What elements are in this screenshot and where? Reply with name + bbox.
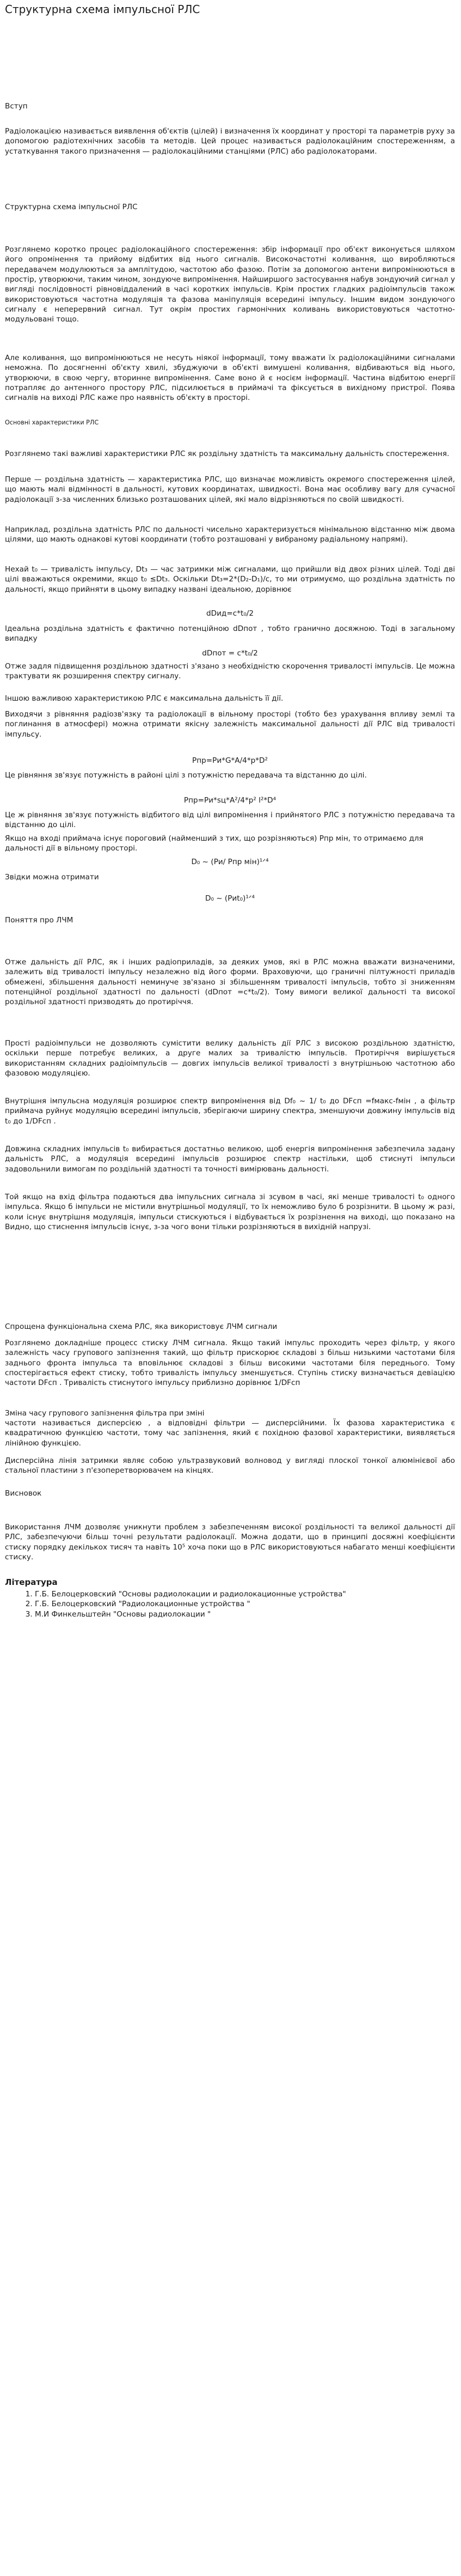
- reference-item: 1. Г.Б. Белоцерковский "Основы радиолокации и радиолокационные устройства": [35, 1589, 455, 1599]
- paragraph-eq-target: Це рівняння зв'язує потужність в районі цілі з потужністю передавача та відстанню до цілі.: [5, 771, 367, 780]
- paragraph-inner-modulation: Внутрішня імпульсна модуляція розширює спектр випромінення від Df₀ ~ 1/ t₀ до DFсп =fмакс-fмін , а фільтр приймача руйнує модуляцію всередині імпульсів, зберігаючи ширину спектра, зменшуючи довжину імпульсів від t₀ до 1/DFсп .: [5, 1097, 455, 1126]
- paragraph-process: Розглянемо коротко процес радіолокаційного спостереження: збір інформації про об'єкт виконується шляхом його опромінення та прийому відбитих від нього сигналів. Високочастотні коливання, що виробляються передавачем модулюються за амплітудою, частотою або фазою. Потім за допомогою антени випромінюються в простір, утворюючи, таким чином, зондуюче випромінення. Найширшого застосування набув зондуючий сигнал у вигляді послідовності рівновіддалений в часі коротких імпульсів. Крім простих гладких радіоімпульсів також використовуються частотна модуляція та фазова маніпуляція всередині імпульсу. Іншим видом зондуючого сигналу є неперервний сигнал. Тут окрім простих гармонічних коливань використовуються частотно-модульовані тощо.: [5, 245, 455, 324]
- paragraph-dispersion-a: Зміна часу групового запізнення фільтра при зміні: [5, 1409, 205, 1418]
- paragraph-resolution: Перше — роздільна здатність — характеристика РЛС, що визначає можливість окремого спостереження цілей, що мають малі відмінності в дальності, кутових координатах, швидкості. Вона має особливу вагу для сучасної радіолокації з-за численних близько розташованих цілей, які мало відрізняються по своїй швидкості.: [5, 475, 455, 504]
- reference-item: 2. Г.Б. Белоцерковский "Радиолокационные устройства ": [35, 1599, 455, 1609]
- intro-paragraph: Радіолокацією називається виявлення об'єктів (цілей) і визначення їх координат у просторі та параметрів руху за допомогою радіотехнічних засобів та методів. Цей процес називається радіолокаційним спостереженням, а устаткування такого призначення — радіолокаційними станціями (РЛС) або радіолокаторами.: [5, 127, 455, 156]
- paragraph-range-dependency: Отже дальність дії РЛС, як і інших радіоприладів, за деяких умов, які в РЛС можна вважати визначеними, залежить від тривалості імпульсу незалежно від його форми. Враховуючи, що граничні пілтужності приладів обмежені, збільшення дальності неминуче зв'язано зі збільшенням тривалості імпульсів, тобто зі зниженням потенційної роздільної здатності по дальності (dDпот =c*t₀/2). Тому вимоги великої дальності та високої роздільної здатності призводять до протиріччя.: [5, 958, 455, 1007]
- paragraph-long-pulses: Довжина складних імпульсів t₀ вибирається достатньо великою, щоб енергія випромінення забезпечила задану дальність РЛС, а модуляція всередині імпульсів розширює спектр настільки, щоб стиснуті імпульси задовольнили вимогам по роздільній здатності та точності вимірювань дальності.: [5, 1145, 455, 1174]
- equation-range-duration: D₀ ~ (Pиt₀)¹ᐟ⁴: [205, 894, 255, 903]
- reference-item: 3. М.И Финкельштейн "Основы радиолокации ": [35, 1609, 455, 1619]
- paragraph-two-signals: Той якщо на вхід фільтра подаються два імпульсних сигнала зі зсувом в часі, які менше тривалості t₀ одного імпульса. Якщо б імпульси не містили внутрішньої модуляції, то їх неможливо було б розрізнити. В цьому ж разі, коли існує внутрішня модуляція, імпульси стискуються і відбувається їх розрізнення на виході, що показано на Видно, що стиснення імпульсів існує, з-за чого вони тільки розрізняються в вихідній напрузі.: [5, 1193, 455, 1232]
- simplified-scheme-heading: Спрощена функціональна схема РЛС, яка використовує ЛЧМ сигнали: [5, 1322, 278, 1331]
- paragraph-delay-line: Дисперсійна лінія затримки являє собою ультразвуковий волновод у вигляді плоскої тонкої алюмінієвої або стальної пластини з п'єзоперетворювачем на кінцях.: [5, 1456, 455, 1475]
- conclusion-heading: Висновок: [5, 1489, 42, 1498]
- equation-ideal-resolution: dDид=c*t₀/2: [206, 609, 254, 618]
- paragraph-simple-pulses: Прості радіоімпульси не дозволяють сумістити велику дальність дії РЛС з високою роздільною здатністю, оскільки перше потребує великих, а друге малих за тривалістю імпульсів. Протиріччя вирішується використанням складних радіоімпульсів — довгих імпульсів великої тривалості з внутрішньою частотною або фазовою модуляцією.: [5, 1039, 455, 1078]
- paragraph-ideal: Ідеальна роздільна здатність є фактично потенційною dDпот , тобто гранично досяжною. Тоді в загальному випадку: [5, 624, 455, 643]
- paragraph-characteristics: Розглянемо такі важливі характеристики РЛС як роздільну здатність та максимальну дальність спостереження.: [5, 449, 450, 458]
- lfm-heading: Поняття про ЛЧМ: [5, 916, 73, 925]
- intro-heading: Вступ: [5, 102, 28, 111]
- paragraph-example: Наприклад, роздільна здатність РЛС по дальності чисельно характеризується мінімальною відстанню між двома цілями, що мають однакові кутові координати (тобто розташовані у вибраному радіальному напрямі).: [5, 525, 455, 544]
- paragraph-from: Звідки можна отримати: [5, 873, 99, 882]
- structure-heading: Структурна схема імпульсної РЛС: [5, 203, 138, 211]
- paragraph-pulse-duration: Нехай t₀ — тривалість імпульсу, Dt₃ — час затримки між сигналами, що прийшли від двох різних цілей. Тоді дві цілі вважаються окремими, якщо t₀ ≤Dt₃. Оскільки Dt₃=2*(D₂-D₁)/c, то ми отримуємо, що роздільна здатність по дальності, якщо прийняти в цьому випадку названі ідеальною, дорівнює: [5, 565, 455, 594]
- equation-power-received: Pпр=Pи*sц*A²/4*p² l²*D⁴: [183, 796, 276, 805]
- paragraph-eq-received: Це ж рівняння зв'язує потужність відбитого від цілі випромінення і прийнятого РЛС з потужністю передавача та відстанню до цілі.: [5, 811, 455, 830]
- paragraph-task: Отже задля підвищення роздільною здатності з'язано з необхідністю скорочення тривалості імпульсів. Це можна трактувати як розширення спектру сигналу.: [5, 662, 455, 681]
- equation-potential-resolution: dDпот = c*t₀/2: [202, 649, 258, 658]
- paragraph-radar-equation: Виходячи з рівняння радіозв'язку та радіолокації в вільному просторі (тобто без урахування впливу землі та поглинання в атмосфері) можна отримати якісну залежність максимальної дальності дії РЛС від тривалості імпульсу.: [5, 710, 455, 739]
- page-title: Структурна схема імпульсної РЛС: [5, 3, 200, 16]
- paragraph-reflection: Але коливання, що випромінюються не несуть ніякої інформації, тому вважати їх радіолокаційними сигналами неможна. По досягненні об'єкту хвилі, збуджуючи в об'єкті вимушені коливання, відбиваються від нього, утворюючи, в свою чергу, вторинне випромінення. Саме воно й є носієм інформації. Частина відбитою енергії потрапляє до антенного простору РЛС, підсилюється в приймачі та фіксується в вихідному пристрої. Поява сигналів на виході РЛС каже про наявність об'єкту в просторі.: [5, 354, 455, 403]
- paragraph-threshold: Якщо на вході приймача існує пороговий (найменший з тих, що розрізняються) Pпр мін, то отримаємо для дальності дії в вільному просторі.: [5, 834, 423, 853]
- literature-heading: Література: [5, 1577, 58, 1587]
- characteristics-heading: Основні характеристики РЛС: [5, 419, 99, 426]
- paragraph-conclusion: Використання ЛЧМ дозволяє уникнути проблем з забезпеченням високої роздільності та великої дальності дії РЛС, забезпечуючи більш точні результати радіолокації. Можна додати, що в принципі досяжні коефіцієнти стиску порядку декількох тисяч та навіть 10⁵ хоча поки що в РЛС використовуються набагато менші коефіцієнти стиску.: [5, 1523, 455, 1562]
- reference-list: [5, 1589, 455, 1619]
- paragraph-dispersion-b: частоти називається дисперсією , а відповідні фільтри — дисперсійними. Їх фазова характеристика є квадратичною функцією частоти, тому час запізнення, який є похідною фазової характеристики, виявляється лінійною функцією.: [5, 1419, 455, 1448]
- paragraph-compression: Розглянемо докладніше процесс стиску ЛЧМ сигнала. Якщо такий імпульс проходить через фільтр, у якого залежність часу групового запізнення такий, що фільтр прискорює складові з більш низькими частотами біля заднього фронта імпульса та вповільнює складові з більш високими частотами біля переднього. Тому спостерігається ефект стиску, тобто тривалість імпульсу зменшується. Ступінь стиску визначається девіацією частоти DFсп . Тривалість стиснутого імпульсу приблизно дорівнює 1/DFсп: [5, 1339, 455, 1388]
- paragraph-max-range: Іншою важливою характеристикою РЛС є максимальна дальність її дії.: [5, 694, 284, 703]
- equation-power-target: Pпр=Pи*G*A/4*p*D²: [192, 756, 268, 765]
- equation-range: D₀ ~ (Pи/ Pпр мін)¹ᐟ⁴: [191, 858, 269, 866]
